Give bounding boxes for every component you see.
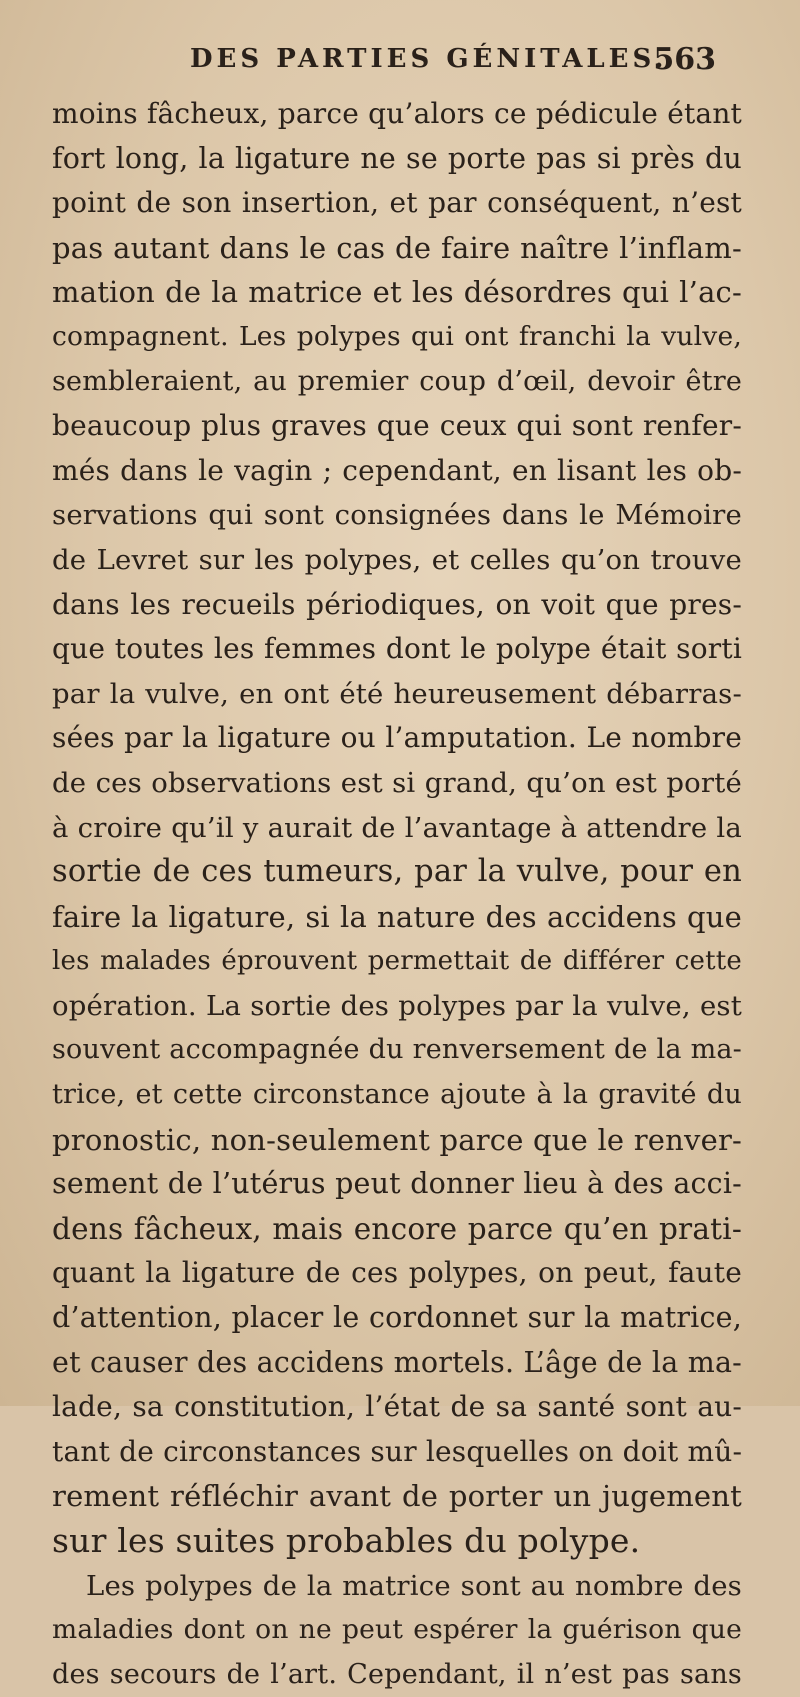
text-line: pronostic, non-seulement parce que le renver- bbox=[52, 1122, 743, 1157]
text-line: fort long, la ligature ne se porte pas si près du bbox=[52, 141, 742, 175]
text-line: sées par la ligature ou l’amputation. Le nombre bbox=[52, 721, 742, 755]
text-line: d’attention, placer le cordonnet sur la matrice, bbox=[52, 1301, 742, 1335]
text-line: les malades éprouvent permettait de différer cette bbox=[52, 946, 742, 977]
text-line: à croire qu’il y aurait de l’avantage à attendre la bbox=[52, 811, 742, 844]
text-line: moins fâcheux, parce qu’alors ce pédicule étant bbox=[52, 97, 742, 130]
text-line: Les polypes de la matrice sont au nombre des bbox=[86, 1569, 742, 1602]
text-line: servations qui sont consignées dans le Mémoire bbox=[52, 499, 742, 532]
text-line: dens fâcheux, mais encore parce qu’en prati- bbox=[52, 1211, 742, 1246]
text-line: pas autant dans le cas de faire naître l’inflam- bbox=[52, 230, 742, 265]
text-line: opération. La sortie des polypes par la vulve, est bbox=[52, 989, 742, 1022]
text-line: lade, sa constitution, l’état de sa santé sont au- bbox=[52, 1390, 742, 1424]
text-line: faire la ligature, si la nature des accidens que bbox=[52, 899, 742, 934]
text-line: mation de la matrice et les désordres qui l’ac- bbox=[52, 275, 742, 310]
page-number: 563 bbox=[653, 42, 716, 77]
text-line: rement réfléchir avant de porter un jugement bbox=[52, 1479, 742, 1514]
text-line: trice, et cette circonstance ajoute à la gravité du bbox=[52, 1079, 742, 1111]
text-line: més dans le vagin ; cependant, en lisant les ob- bbox=[52, 453, 742, 487]
body-text bbox=[52, 92, 742, 1697]
text-line: sur les suites probables du polype. bbox=[52, 1521, 641, 1560]
text-line: que toutes les femmes dont le polype était sorti bbox=[52, 632, 742, 666]
text-line: quant la ligature de ces polypes, on peut, faute bbox=[52, 1256, 742, 1290]
text-line: sembleraient, au premier coup d’œil, devoir être bbox=[52, 365, 742, 397]
page-header bbox=[190, 44, 730, 84]
text-line: tant de circonstances sur lesquelles on doit mû- bbox=[52, 1434, 743, 1468]
text-line: des secours de l’art. Cependant, il n’est pas sans bbox=[52, 1658, 742, 1690]
text-line: point de son insertion, et par conséquent, n’est bbox=[52, 186, 742, 220]
text-line: souvent accompagnée du renversement de la ma- bbox=[52, 1034, 742, 1066]
text-line: compagnent. Les polypes qui ont franchi la vulve, bbox=[52, 320, 742, 352]
text-line: de ces observations est si grand, qu’on est porté bbox=[52, 766, 742, 799]
text-line: et causer des accidens mortels. L’âge de la ma- bbox=[52, 1345, 742, 1379]
text-line: de Levret sur les polypes, et celles qu’on trouve bbox=[52, 543, 742, 576]
text-line: sortie de ces tumeurs, par la vulve, pour en bbox=[52, 854, 742, 890]
text-line: dans les recueils périodiques, on voit que pres- bbox=[52, 587, 742, 621]
text-line: beaucoup plus graves que ceux qui sont renfer- bbox=[52, 409, 742, 443]
text-line: maladies dont on ne peut espérer la guérison que bbox=[52, 1614, 742, 1646]
text-line: par la vulve, en ont été heureusement débarras- bbox=[52, 677, 742, 710]
text-line: sement de l’utérus peut donner lieu à des acci- bbox=[52, 1167, 742, 1201]
running-head: DES PARTIES GÉNITALES. bbox=[190, 44, 668, 74]
